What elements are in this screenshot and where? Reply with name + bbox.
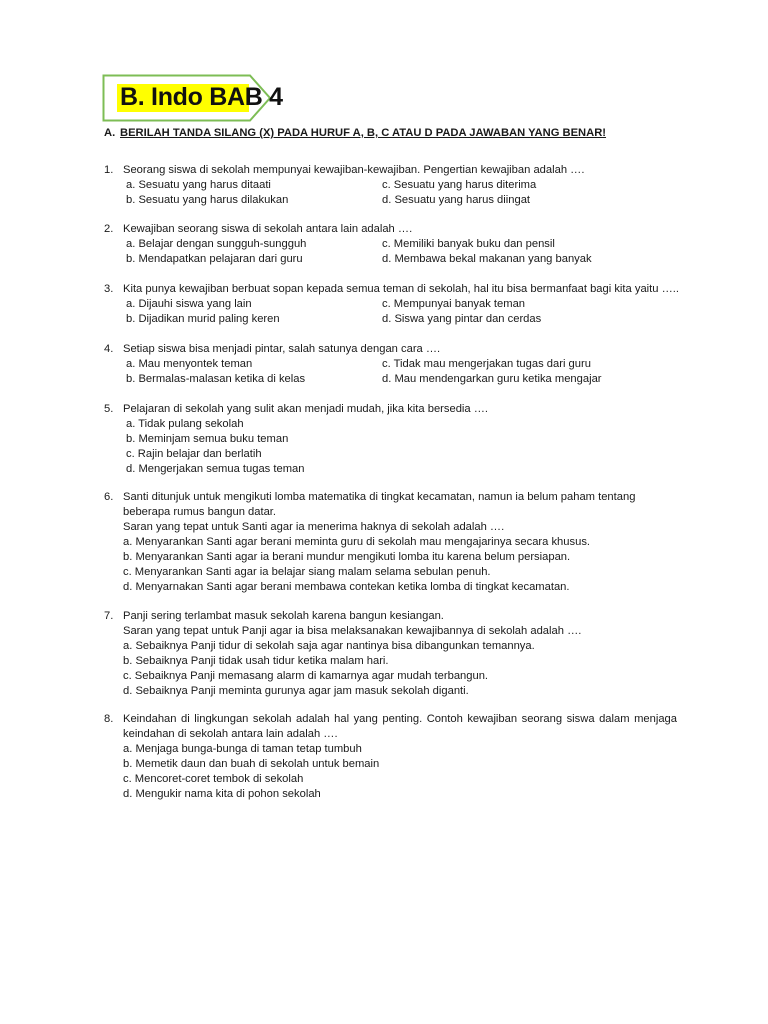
question-8 — [104, 712, 684, 802]
option-b[interactable]: b. Memetik daun dan buah di sekolah untuk bemain — [123, 758, 380, 770]
option-a[interactable]: a. Sesuatu yang harus ditaati — [126, 179, 271, 191]
option-c[interactable]: c. Menyarankan Santi agar ia belajar siang malam selama sebulan penuh. — [123, 566, 491, 578]
question-stem: Pelajaran di sekolah yang sulit akan menjadi mudah, jika kita bersedia …. — [123, 403, 489, 415]
option-a[interactable]: a. Menyarankan Santi agar berani meminta guru di sekolah mau mengajarinya secara khusus. — [123, 536, 591, 548]
question-stem: Kewajiban seorang siswa di sekolah antara lain adalah …. — [123, 223, 413, 235]
question-number: 3. — [104, 283, 114, 295]
question-stem: Panji sering terlambat masuk sekolah karena bangun kesiangan. — [123, 610, 444, 622]
option-c[interactable]: c. Mencoret-coret tembok di sekolah — [123, 773, 304, 785]
question-4 — [104, 342, 684, 387]
option-c[interactable]: c. Mempunyai banyak teman — [382, 298, 526, 310]
question-1 — [104, 163, 684, 208]
option-d[interactable]: d. Sebaiknya Panji meminta gurunya agar jam masuk sekolah diganti. — [123, 685, 469, 697]
question-stem: Santi ditunjuk untuk mengikuti lomba matematika di tingkat kecamatan, namun ia belum paham tentang beberapa rumus bangun datar. — [123, 491, 636, 518]
question-number: 4. — [104, 343, 114, 355]
question-7 — [104, 609, 684, 699]
page-title: B. Indo BAB 4 — [120, 83, 283, 111]
option-c[interactable]: c. Rajin belajar dan berlatih — [126, 448, 262, 460]
option-d[interactable]: d. Siswa yang pintar dan cerdas — [382, 313, 542, 325]
option-c[interactable]: c. Sesuatu yang harus diterima — [382, 179, 537, 191]
question-3 — [104, 282, 684, 327]
option-d[interactable]: d. Sesuatu yang harus diingat — [382, 194, 531, 206]
question-5 — [104, 402, 684, 477]
option-b[interactable]: b. Sesuatu yang harus dilakukan — [126, 194, 289, 206]
question-6 — [104, 490, 684, 595]
question-number: 5. — [104, 403, 114, 415]
question-prompt: Saran yang tepat untuk Panji agar ia bisa melaksanakan kewajibannya di sekolah adalah …. — [123, 625, 582, 637]
option-a[interactable]: a. Menjaga bunga-bunga di taman tetap tumbuh — [123, 743, 362, 755]
option-a[interactable]: a. Dijauhi siswa yang lain — [126, 298, 252, 310]
question-number: 2. — [104, 223, 114, 235]
section-instruction — [104, 127, 606, 139]
section-label: A. — [104, 127, 116, 139]
option-a[interactable]: a. Mau menyontek teman — [126, 358, 253, 370]
option-d[interactable]: d. Menyarnakan Santi agar berani membawa contekan ketika lomba di tingkat kecamatan. — [123, 581, 570, 593]
option-c[interactable]: c. Sebaiknya Panji memasang alarm di kamarnya agar mudah terbangun. — [123, 670, 489, 682]
question-stem: Seorang siswa di sekolah mempunyai kewajiban-kewajiban. Pengertian kewajiban adalah …. — [123, 164, 585, 176]
option-b[interactable]: b. Dijadikan murid paling keren — [126, 313, 280, 325]
option-b[interactable]: b. Bermalas-malasan ketika di kelas — [126, 373, 306, 385]
question-number: 8. — [104, 713, 114, 725]
option-a[interactable]: a. Belajar dengan sungguh-sungguh — [126, 238, 307, 250]
option-c[interactable]: c. Tidak mau mengerjakan tugas dari guru — [382, 358, 591, 370]
option-d[interactable]: d. Mengukir nama kita di pohon sekolah — [123, 788, 321, 800]
option-a[interactable]: a. Sebaiknya Panji tidur di sekolah saja agar nantinya bisa dibangunkan temannya. — [123, 640, 535, 652]
option-a[interactable]: a. Tidak pulang sekolah — [126, 418, 244, 430]
title-banner — [102, 74, 283, 122]
question-stem: Setiap siswa bisa menjadi pintar, salah satunya dengan cara …. — [123, 343, 441, 355]
option-d[interactable]: d. Membawa bekal makanan yang banyak — [382, 253, 592, 265]
question-number: 1. — [104, 164, 114, 176]
option-d[interactable]: d. Mau mendengarkan guru ketika mengajar — [382, 373, 602, 385]
question-stem: Keindahan di lingkungan sekolah adalah hal yang penting. Contoh kewajiban seorang siswa dalam menjaga keindahan di sekolah antara lain adalah …. — [123, 713, 677, 740]
question-2 — [104, 222, 684, 267]
question-number: 7. — [104, 610, 114, 622]
question-stem: Kita punya kewajiban berbuat sopan kepada semua teman di sekolah, hal itu bisa bermanfaat bagi kita yaitu ….. — [123, 283, 679, 295]
section-text: BERILAH TANDA SILANG (X) PADA HURUF A, B, C ATAU D PADA JAWABAN YANG BENAR! — [120, 127, 607, 139]
option-c[interactable]: c. Memiliki banyak buku dan pensil — [382, 238, 555, 250]
question-prompt: Saran yang tepat untuk Santi agar ia menerima haknya di sekolah adalah …. — [123, 521, 505, 533]
option-b[interactable]: b. Mendapatkan pelajaran dari guru — [126, 253, 303, 265]
option-b[interactable]: b. Meminjam semua buku teman — [126, 433, 289, 445]
option-b[interactable]: b. Sebaiknya Panji tidak usah tidur ketika malam hari. — [123, 655, 389, 667]
option-d[interactable]: d. Mengerjakan semua tugas teman — [126, 463, 305, 475]
option-b[interactable]: b. Menyarankan Santi agar ia berani mundur mengikuti lomba itu karena belum persiapan. — [123, 551, 571, 563]
question-number: 6. — [104, 491, 114, 503]
